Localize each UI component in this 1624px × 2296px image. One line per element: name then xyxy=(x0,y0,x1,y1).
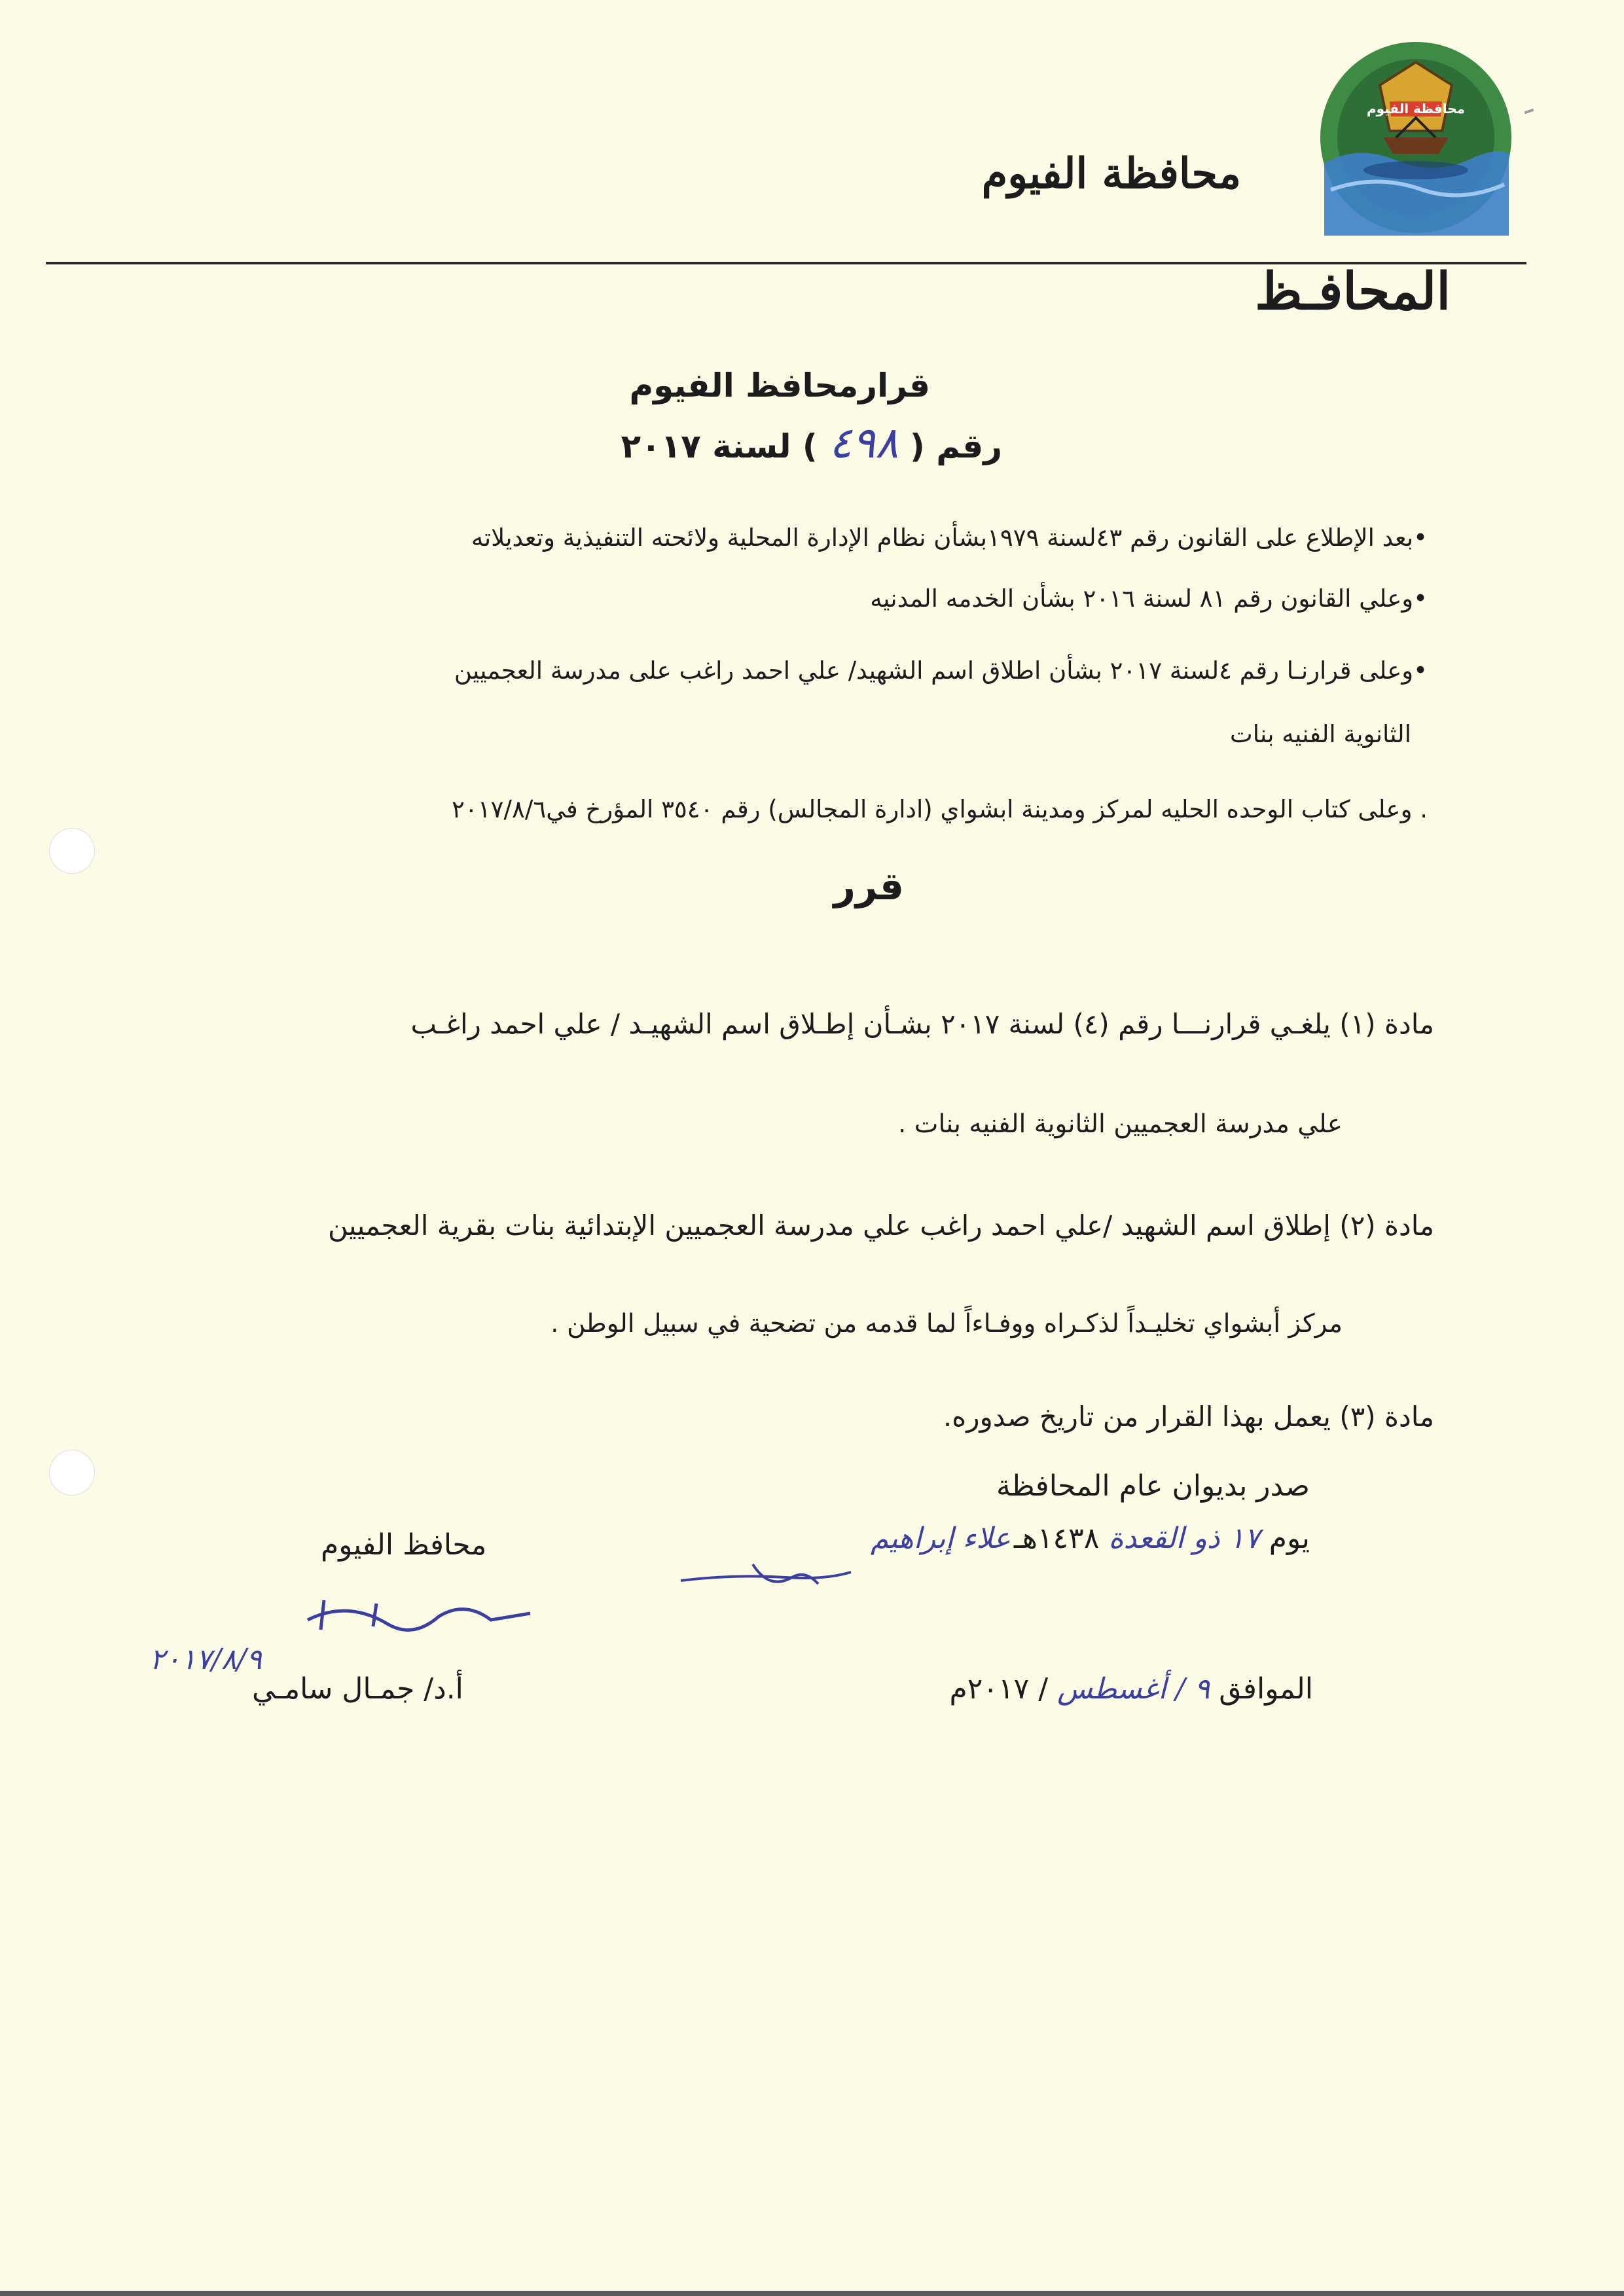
preamble-line: •وعلى قرارنـا رقم ٤لسنة ٢٠١٧ بشأن اطلاق اسم الشهيد/ علي احمد راغب على مدرسة العجميين xyxy=(454,656,1428,685)
preamble-line: •بعد الإطلاع على القانون رقم ٤٣لسنة ١٩٧٩بشأن نظام الإدارة المحلية ولائحته التنفيذية وتعديلاته xyxy=(471,524,1428,552)
article-2-continued: مركز أبشواي تخليـداً لذكـراه ووفـاءاً لما قدمه من تضحية في سبيل الوطن . xyxy=(550,1309,1343,1338)
binder-hole xyxy=(49,828,95,874)
decree-number-prefix: رقم ( xyxy=(910,427,1002,465)
hijri-date-handwritten: ١٧ ذو القعدة xyxy=(1108,1522,1260,1555)
decided-heading: قرر xyxy=(833,864,904,908)
decree-number-line xyxy=(621,418,1002,468)
decree-number-handwritten: ٤٩٨ xyxy=(829,418,899,468)
article-1: مادة (١) يلغـي قرارنـــا رقم (٤) لسنة ٢٠١٧ بشـأن إطـلاق اسم الشهيـد / علي احمد راغـب xyxy=(410,1008,1434,1040)
decree-title: قرارمحافظ الفيوم xyxy=(629,367,930,404)
preamble-line-continued: الثانوية الفنيه بنات xyxy=(1229,720,1411,748)
governor-sign-title: محافظ الفيوم xyxy=(321,1528,487,1562)
reviewer-signature-text: علاء إبراهيم xyxy=(871,1522,1011,1555)
decree-number-suffix: ) لسنة ٢٠١٧ xyxy=(621,427,818,465)
governor-sign-date: ٢٠١٧/٨/٩ xyxy=(149,1643,262,1676)
article-3: مادة (٣) يعمل بهذا القرار من تاريخ صدوره. xyxy=(943,1401,1434,1433)
gregorian-prefix: الموافق xyxy=(1219,1672,1313,1706)
article-1-continued: علي مدرسة العجميين الثانوية الفنيه بنات . xyxy=(898,1109,1343,1139)
fayoum-governorate-logo xyxy=(1318,39,1514,236)
article-2: مادة (٢) إطلاق اسم الشهيد /علي احمد راغب علي مدرسة العجميين الإبتدائية بنات بقرية العجميين xyxy=(327,1210,1434,1242)
governor-title: المحافـظ xyxy=(1255,262,1451,321)
hijri-day-prefix: يوم xyxy=(1269,1522,1310,1555)
scan-mark xyxy=(1525,109,1534,115)
preamble-line: •وعلي القانون رقم ٨١ لسنة ٢٠١٦ بشأن الخدمه المدنيه xyxy=(870,584,1428,613)
scan-bottom-edge xyxy=(0,2291,1624,2296)
binder-hole xyxy=(49,1450,95,1496)
hijri-year: ١٤٣٨هـ xyxy=(1013,1522,1100,1555)
reviewer-signature xyxy=(655,1512,1011,1604)
logo-text: محافظة الفيوم xyxy=(1366,101,1466,117)
governorate-name: محافظة الفيوم xyxy=(981,149,1241,198)
preamble-line: . وعلى كتاب الوحده الحليه لمركز ومدينة ابشواي (ادارة المجالس) رقم ٣٥٤٠ المؤرخ في٢٠١٧/٨/٦ xyxy=(452,795,1428,823)
hijri-date xyxy=(1014,1522,1310,1555)
gregorian-date xyxy=(950,1672,1313,1706)
gregorian-date-handwritten: ٩ / أغسطس xyxy=(1057,1672,1210,1706)
issued-at: صدر بديوان عام المحافظة xyxy=(996,1469,1310,1503)
governor-name: أ.د/ جمـال سامـي xyxy=(252,1672,463,1706)
gregorian-year: / ٢٠١٧م xyxy=(949,1672,1049,1706)
